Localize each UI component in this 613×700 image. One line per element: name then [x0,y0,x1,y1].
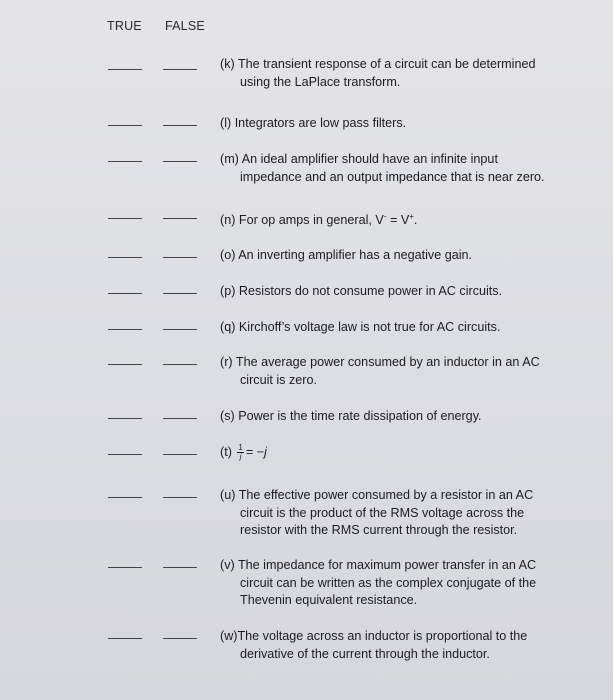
false-answer-blank[interactable] [163,454,197,455]
question-text [220,247,590,265]
question-line: An inverting amplifier has a negative gain. [238,248,473,262]
false-answer-blank[interactable] [163,497,197,498]
true-answer-blank[interactable] [108,497,142,498]
true-answer-blank[interactable] [108,567,142,568]
question-line: derivative of the current through the inductor. [240,646,490,661]
false-answer-blank[interactable] [163,329,197,330]
question-label: (s) [220,409,235,423]
question-text [220,628,590,663]
question-text [220,408,590,426]
question-line: circuit can be written as the complex conjugate of the [240,575,537,590]
true-answer-blank[interactable] [108,257,142,258]
question-line: The effective power consumed by a resistor in an AC [238,488,534,502]
false-answer-blank[interactable] [163,257,197,258]
question-label: (q) [220,320,236,334]
question-label: (p) [220,284,236,298]
true-answer-blank[interactable] [108,293,142,294]
question-label: (w) [220,629,238,643]
true-answer-blank[interactable] [108,161,142,162]
fraction-denominator: j [239,452,242,462]
false-column-header: FALSE [165,19,205,33]
false-answer-blank[interactable] [163,418,197,419]
true-answer-blank[interactable] [108,69,142,70]
question-line: Integrators are low pass filters. [234,116,407,130]
question-text [220,444,590,462]
question-line: Power is the time rate dissipation of energy. [238,409,482,423]
question-line: circuit is zero. [240,372,317,387]
question-line: Thevenin equivalent resistance. [240,593,418,607]
true-answer-blank[interactable] [108,125,142,126]
question-line: using the LaPlace transform. [240,74,401,89]
question-line: impedance and an output impedance that is near zero. [240,169,545,184]
question-label: (m) [220,152,239,166]
false-answer-blank[interactable] [163,218,197,219]
question-line: The transient response of a circuit can be determined [237,57,536,71]
question-label: (n) [220,213,236,228]
question-line: Kirchoff’s voltage law is not true for AC circuits. [238,320,501,334]
true-answer-blank[interactable] [108,364,142,365]
question-label: (v) [220,558,235,572]
true-answer-blank[interactable] [108,638,142,639]
equation-j: j [264,445,267,459]
question-label: (u) [220,488,236,502]
question-line: The voltage across an inductor is proportional to the [237,629,528,643]
question-text [220,208,590,230]
true-answer-blank[interactable] [108,454,142,455]
question-label: (r) [220,355,233,369]
false-answer-blank[interactable] [163,161,197,162]
false-answer-blank[interactable] [163,125,197,126]
question-label: (t) [220,445,232,459]
false-answer-blank[interactable] [163,567,197,568]
question-text [220,319,590,337]
true-answer-blank[interactable] [108,418,142,419]
true-answer-blank[interactable] [108,329,142,330]
question-text [220,354,590,389]
false-answer-blank[interactable] [163,638,197,639]
question-line: = V [386,213,410,228]
superscript-minus: - [383,212,387,221]
question-line: . [413,213,418,228]
question-line: circuit is the product of the RMS voltage across the [240,505,525,520]
false-answer-blank[interactable] [163,364,197,365]
question-line: The impedance for maximum power transfer in an AC [237,558,537,572]
question-line: The average power consumed by an inductor in an AC [235,355,540,369]
question-label: (l) [220,116,232,130]
true-column-header: TRUE [107,19,142,33]
question-text [220,283,590,301]
false-answer-blank[interactable] [163,69,197,70]
fraction [237,444,243,461]
question-text [220,115,590,133]
true-answer-blank[interactable] [108,218,142,219]
question-text [220,151,590,186]
question-line: For op amps in general, V [238,213,384,228]
question-label: (o) [220,248,236,262]
equation-equals: = − [245,445,265,459]
question-line: Resistors do not consume power in AC circuits. [238,284,503,298]
question-text [220,487,590,540]
question-text [220,557,590,610]
question-text [220,56,590,91]
fraction-numerator: 1 [238,443,243,453]
question-line: An ideal amplifier should have an infinite input [241,152,498,166]
question-line: resistor with the RMS current through the resistor. [240,523,518,537]
question-label: (k) [220,57,235,71]
false-answer-blank[interactable] [163,293,197,294]
superscript-plus: + [409,212,414,221]
